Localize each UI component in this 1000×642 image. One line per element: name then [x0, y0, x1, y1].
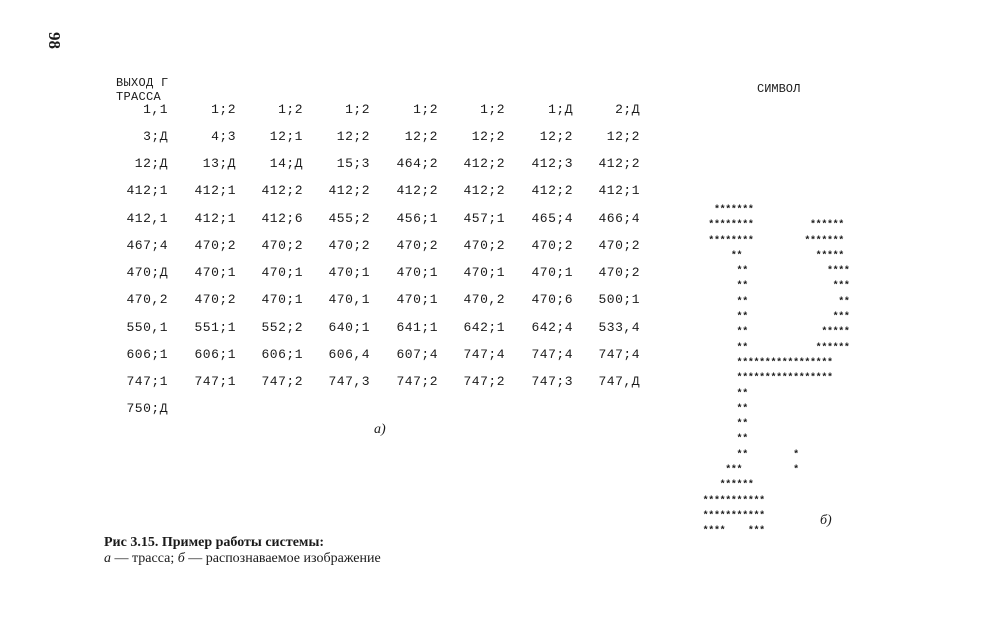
- trace-cell: 1;2: [480, 102, 505, 117]
- trace-cell: 1;2: [278, 102, 303, 117]
- caption-text-b: — распознаваемое изображение: [184, 551, 381, 566]
- trace-cell: 2;Д: [615, 102, 640, 117]
- trace-cell: 550,1: [126, 320, 168, 335]
- trace-cell: 412;2: [463, 156, 505, 171]
- trace-cell: 533,4: [598, 320, 640, 335]
- trace-cell: 470;Д: [126, 265, 168, 280]
- trace-cell: 412;3: [531, 156, 573, 171]
- trace-cell: 12;2: [336, 129, 370, 144]
- caption-title: Рис 3.15. Пример работы системы:: [104, 535, 325, 550]
- trace-cell: 457;1: [463, 211, 505, 226]
- trace-cell: 12;Д: [134, 156, 168, 171]
- subfigure-label-a: а): [374, 422, 386, 437]
- trace-cell: 15;3: [336, 156, 370, 171]
- trace-cell: 455;2: [328, 211, 370, 226]
- trace-cell: 747;2: [463, 374, 505, 389]
- trace-cell: 470;2: [531, 238, 573, 253]
- trace-cell: 642;4: [531, 320, 573, 335]
- trace-cell: 470;1: [194, 265, 236, 280]
- trace-cell: 464;2: [396, 156, 438, 171]
- trace-cell: 470;2: [463, 238, 505, 253]
- trace-cell: 750;Д: [126, 401, 168, 416]
- trace-cell: 552;2: [261, 320, 303, 335]
- trace-cell: 747;4: [598, 347, 640, 362]
- trace-cell: 551;1: [194, 320, 236, 335]
- trace-cell: 412;1: [126, 183, 168, 198]
- trace-cell: 12;2: [404, 129, 438, 144]
- trace-header-line1: ВЫХОД Г: [116, 76, 169, 90]
- trace-cell: 747;2: [261, 374, 303, 389]
- trace-cell: 466;4: [598, 211, 640, 226]
- trace-cell: 465;4: [531, 211, 573, 226]
- trace-cell: 412;2: [531, 183, 573, 198]
- trace-cell: 470;1: [261, 292, 303, 307]
- trace-cell: 412;1: [194, 183, 236, 198]
- trace-cell: 470,1: [328, 292, 370, 307]
- trace-cell: 470;2: [261, 238, 303, 253]
- trace-header-line2: ТРАССА: [116, 90, 162, 104]
- trace-cell: 470;1: [261, 265, 303, 280]
- trace-cell: 470;2: [598, 265, 640, 280]
- trace-cell: 470;2: [328, 238, 370, 253]
- figure-caption: [104, 535, 381, 567]
- trace-cell: 12;2: [606, 129, 640, 144]
- trace-cell: 13;Д: [202, 156, 236, 171]
- trace-cell: 470;2: [598, 238, 640, 253]
- trace-cell: 642;1: [463, 320, 505, 335]
- trace-cell: 640;1: [328, 320, 370, 335]
- trace-cell: 641;1: [396, 320, 438, 335]
- trace-cell: 4;3: [211, 129, 236, 144]
- symbol-title: СИМВОЛ: [757, 82, 801, 96]
- trace-cell: 470;1: [396, 265, 438, 280]
- trace-cell: 456;1: [396, 211, 438, 226]
- trace-cell: 1;Д: [548, 102, 573, 117]
- trace-cell: 470;1: [328, 265, 370, 280]
- trace-cell: 747;2: [396, 374, 438, 389]
- trace-cell: 470,2: [463, 292, 505, 307]
- trace-cell: 412;2: [396, 183, 438, 198]
- trace-cell: 1,1: [143, 102, 168, 117]
- trace-cell: 747;1: [194, 374, 236, 389]
- trace-cell: 3;Д: [143, 129, 168, 144]
- trace-cell: 470;2: [194, 238, 236, 253]
- trace-cell: 470,2: [126, 292, 168, 307]
- subfigure-label-b: б): [820, 513, 832, 528]
- trace-cell: 467;4: [126, 238, 168, 253]
- trace-cell: 412,1: [126, 211, 168, 226]
- trace-cell: 747,3: [328, 374, 370, 389]
- trace-cell: 412;2: [261, 183, 303, 198]
- caption-legend: [104, 551, 381, 567]
- trace-cell: 12;2: [471, 129, 505, 144]
- caption-text-a: — трасса;: [111, 551, 178, 566]
- trace-cell: 470;1: [463, 265, 505, 280]
- trace-cell: 412;1: [194, 211, 236, 226]
- trace-cell: 606;1: [194, 347, 236, 362]
- trace-cell: 470;6: [531, 292, 573, 307]
- trace-cell: 747,Д: [598, 374, 640, 389]
- trace-cell: 1;2: [345, 102, 370, 117]
- recognized-symbol-image: ******* ******** ****** ******** ******* ** ***** ** **** ** *** ** ** ** *** ** ***** ** ****** ***************** ***************** ** ** ** ** ** * *** * ****** *********** *********** **** ***: [702, 205, 850, 538]
- caption-letter-a: а: [104, 551, 111, 566]
- trace-cell: 607;4: [396, 347, 438, 362]
- trace-cell: 747;4: [531, 347, 573, 362]
- trace-cell: 412;1: [598, 183, 640, 198]
- trace-cell: 470;1: [531, 265, 573, 280]
- page-number: 98: [45, 32, 64, 49]
- trace-cell: 470;1: [396, 292, 438, 307]
- caption-letter-b: б: [177, 551, 185, 566]
- trace-cell: 606;1: [126, 347, 168, 362]
- trace-cell: 747;4: [463, 347, 505, 362]
- trace-cell: 747;1: [126, 374, 168, 389]
- trace-cell: 1;2: [211, 102, 236, 117]
- trace-cell: 412;6: [261, 211, 303, 226]
- trace-cell: 412;2: [328, 183, 370, 198]
- trace-cell: 747;3: [531, 374, 573, 389]
- trace-cell: 606;1: [261, 347, 303, 362]
- trace-cell: 606,4: [328, 347, 370, 362]
- trace-cell: 500;1: [598, 292, 640, 307]
- trace-cell: 14;Д: [269, 156, 303, 171]
- trace-cell: 12;2: [539, 129, 573, 144]
- trace-cell: 470;2: [396, 238, 438, 253]
- trace-cell: 12;1: [269, 129, 303, 144]
- trace-cell: 412;2: [598, 156, 640, 171]
- trace-cell: 1;2: [413, 102, 438, 117]
- trace-cell: 470;2: [194, 292, 236, 307]
- trace-cell: 412;2: [463, 183, 505, 198]
